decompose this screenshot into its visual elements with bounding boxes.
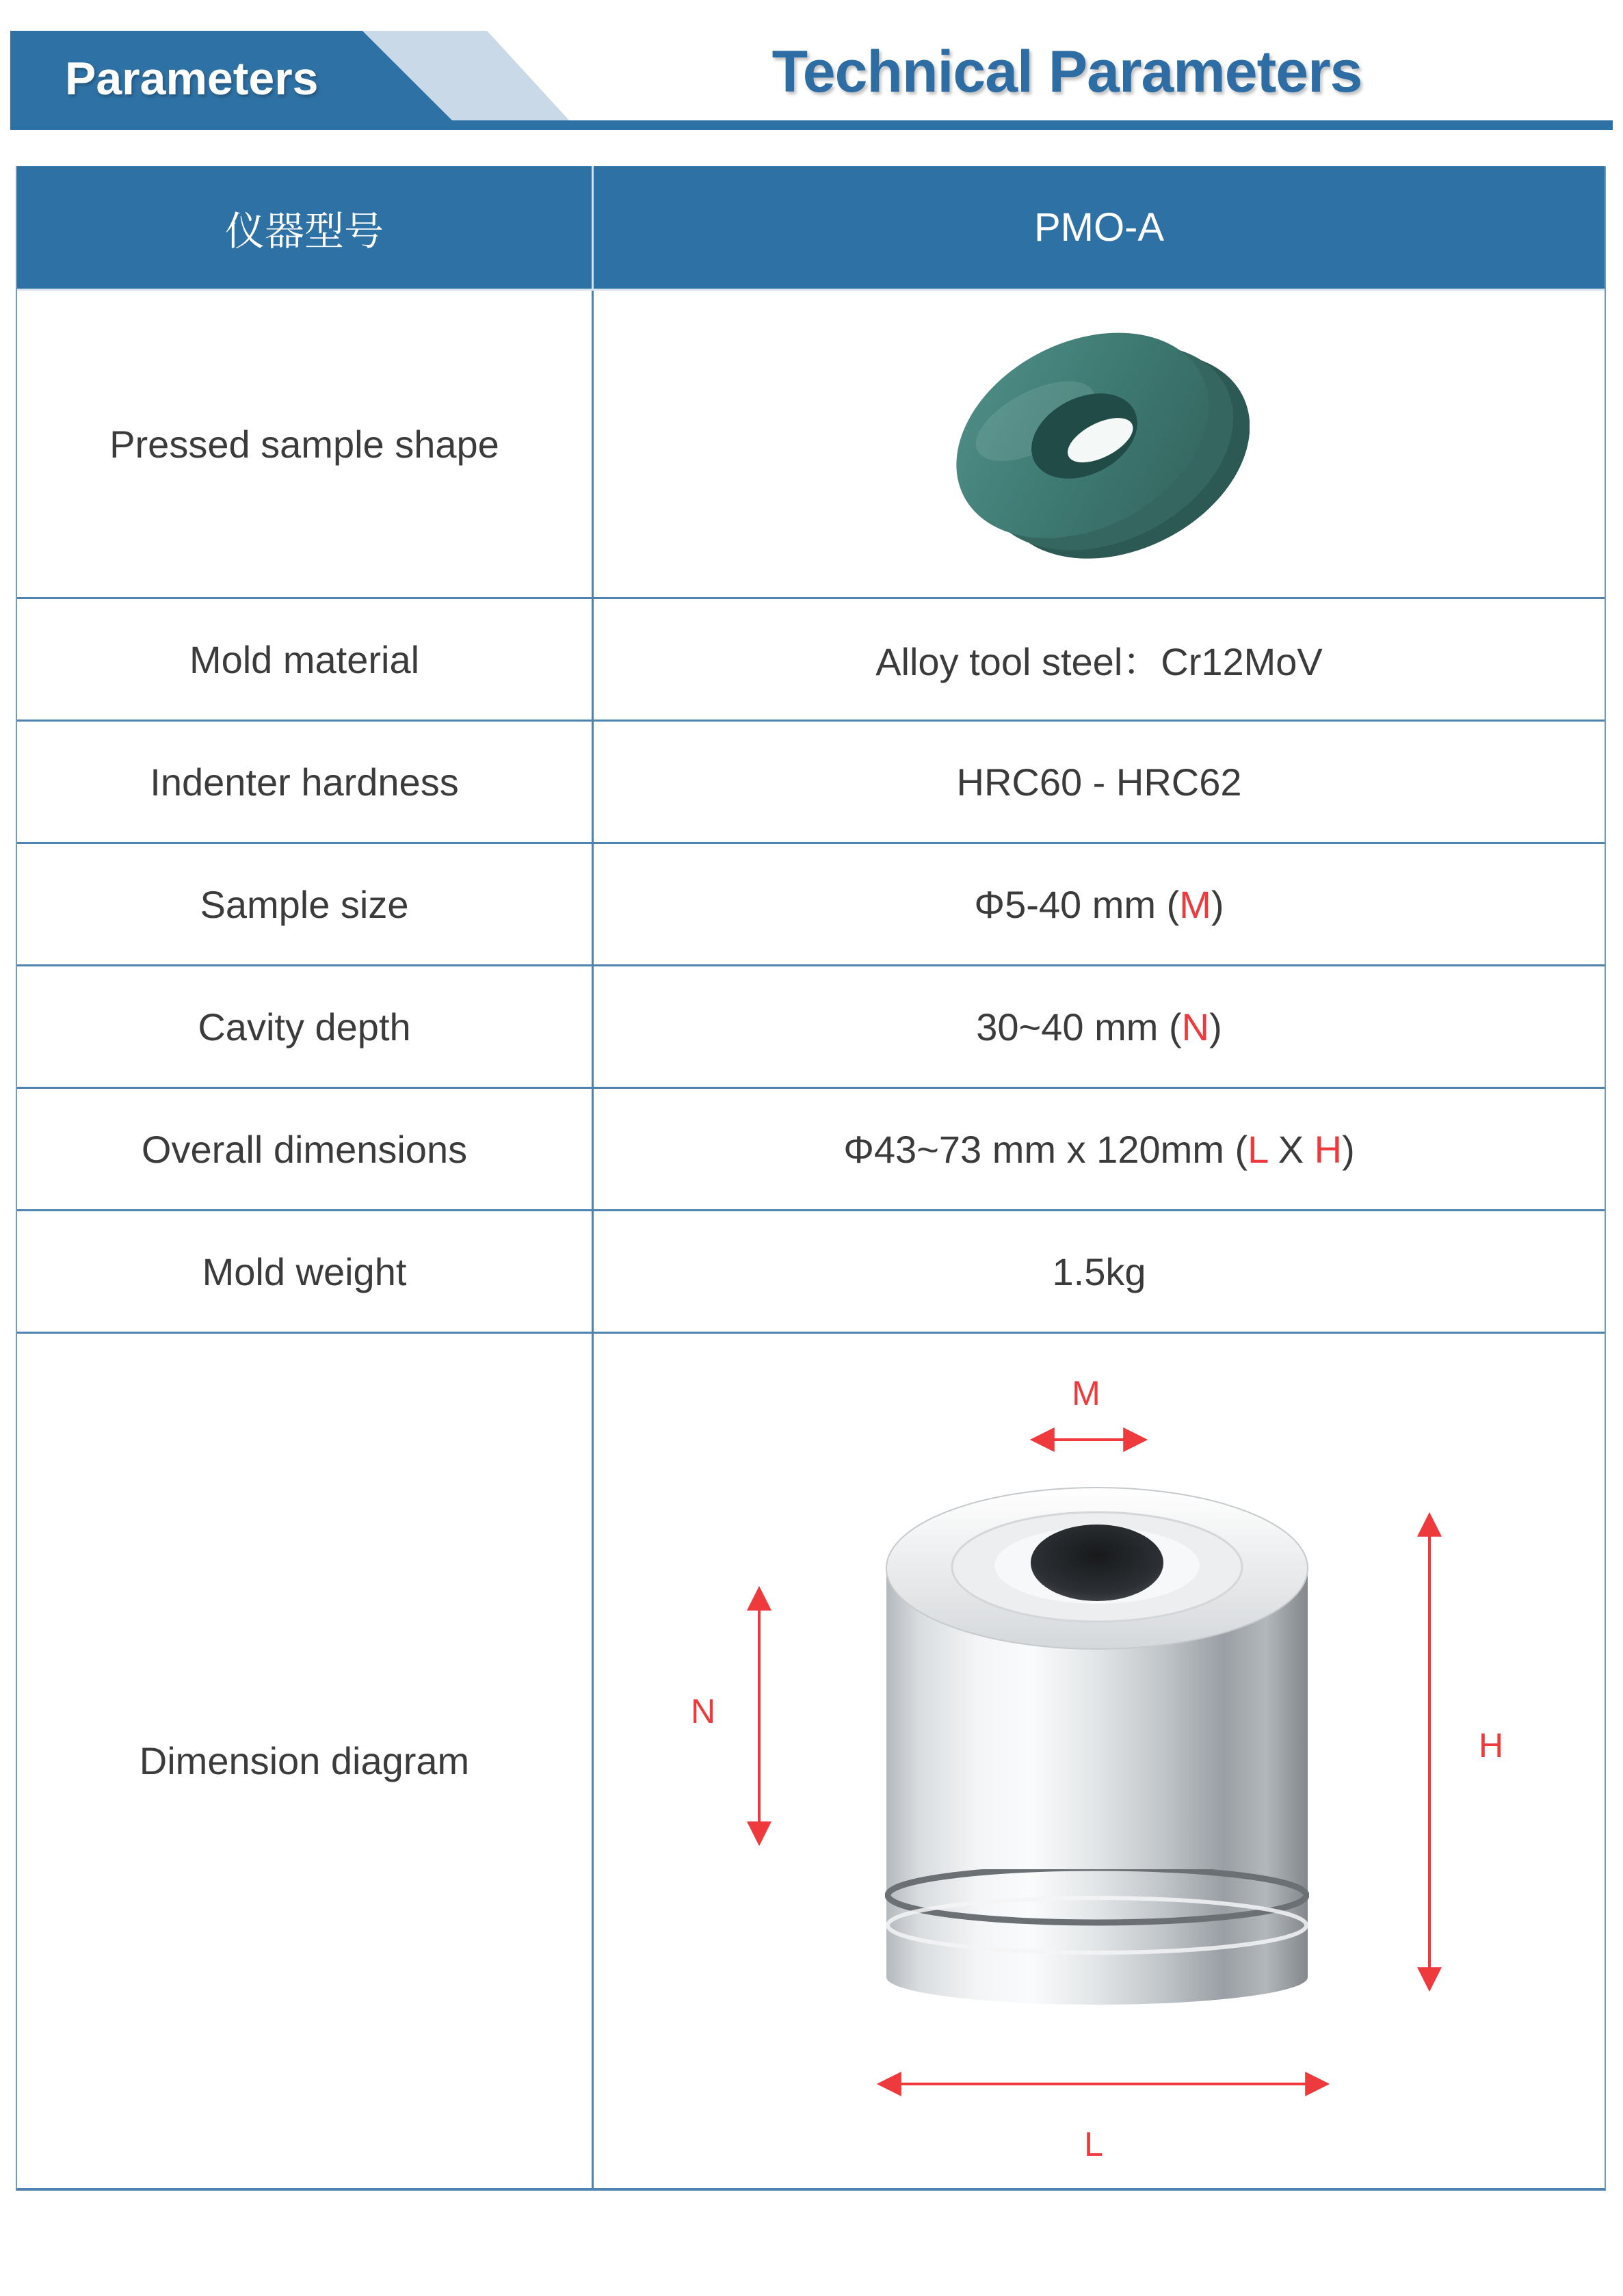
model-header-cell: 仪器型号 — [17, 166, 594, 289]
dim-letter-n: N — [1181, 1005, 1210, 1048]
dimension-diagram-cell — [594, 1334, 1605, 2188]
sample-size-label: Sample size — [200, 882, 409, 926]
dim-label-h: H — [1478, 1726, 1504, 1765]
technical-parameters-table — [16, 166, 1606, 2191]
teal-ring-sample-image — [949, 314, 1250, 574]
dimension-arrows — [594, 1334, 1605, 2188]
mold-weight-label: Mold weight — [202, 1250, 407, 1293]
sample-shape-image-cell — [594, 291, 1605, 597]
dim-label-l: L — [1084, 2125, 1103, 2163]
overall-dimensions-label: Overall dimensions — [141, 1127, 468, 1171]
sample-size-value: Φ5-40 mm (M) — [974, 882, 1224, 926]
header-underline-bar — [10, 120, 1613, 130]
table-row-mold-material — [17, 597, 1605, 720]
table-row-mold-weight — [17, 1209, 1605, 1332]
dim-label-m: M — [1072, 1374, 1100, 1412]
parameters-banner-label: Parameters — [65, 53, 319, 105]
model-value-cell: PMO-A — [1033, 205, 1165, 250]
mold-material-label: Mold material — [189, 637, 420, 681]
dim-label-n: N — [690, 1692, 716, 1730]
mold-weight-value: 1.5kg — [1052, 1250, 1146, 1293]
table-row-overall-dimensions — [17, 1087, 1605, 1209]
cavity-depth-value: 30~40 mm (N) — [976, 1005, 1222, 1048]
table-row-sample-size — [17, 842, 1605, 964]
dim-letter-l: L — [1248, 1127, 1268, 1171]
indenter-hardness-value: HRC60 - HRC62 — [956, 760, 1242, 804]
page-title: Technical Parameters — [771, 39, 1362, 105]
table-row-dimension-diagram — [17, 1332, 1605, 2188]
table-header-row — [17, 166, 1605, 289]
dim-letter-m: M — [1179, 882, 1211, 926]
dimension-diagram-label: Dimension diagram — [139, 1739, 470, 1782]
ring-group — [949, 314, 1250, 574]
sample-shape-label: Pressed sample shape — [109, 422, 499, 466]
table-row-cavity-depth — [17, 964, 1605, 1087]
mold-material-value: Alloy tool steel：Cr12MoV — [875, 640, 1323, 683]
dimension-diagram-image — [594, 1334, 1605, 2188]
table-row-sample-shape — [17, 289, 1605, 597]
overall-dimensions-value: Φ43~73 mm x 120mm (L X H) — [843, 1127, 1355, 1171]
dim-letter-h: H — [1314, 1127, 1343, 1171]
cavity-depth-label: Cavity depth — [198, 1005, 411, 1048]
indenter-hardness-label: Indenter hardness — [150, 760, 459, 804]
table-row-indenter-hardness — [17, 720, 1605, 842]
